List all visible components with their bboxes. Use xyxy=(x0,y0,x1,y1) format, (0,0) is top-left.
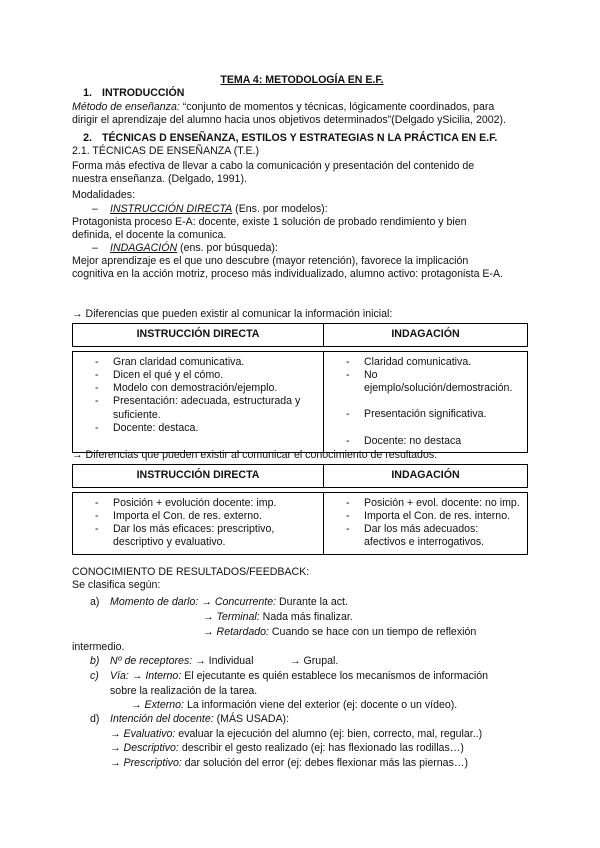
intencion-term: Intención del docente: xyxy=(110,713,214,725)
list-item: - Dar los más eficaces: prescriptivo, descriptivo y evaluativo. xyxy=(93,523,317,549)
interno-desc: El ejecutante es quién establece los mecanismos de información xyxy=(181,670,489,682)
retardado-continuation: intermedio. xyxy=(72,641,125,653)
feedback-intro: Se clasifica según: xyxy=(72,579,161,592)
feedback-section xyxy=(72,566,532,592)
section-1-heading xyxy=(72,87,532,100)
retardado-term: → Retardado: xyxy=(203,626,269,638)
feedback-item-d xyxy=(72,713,532,726)
list-item: - Importa el Con. de res. externo. xyxy=(93,510,317,523)
prescriptivo-desc: dar solución del error (ej: debes flexionar más las piernas…) xyxy=(181,757,468,769)
te-definition-line1: Forma más efectiva de llevar a cabo la comunicación y presentación del contenido de xyxy=(72,160,475,173)
receptores-term: Nº de receptores: xyxy=(110,655,193,667)
prescriptivo-term: → Prescriptivo: xyxy=(110,757,182,769)
feedback-item-a3 xyxy=(203,626,533,639)
via-term: Vía: xyxy=(110,670,129,682)
metodo-def-line1: “conjunto de momentos y técnicas, lógicamente coordinados, para xyxy=(179,101,495,113)
externo-desc: La información viene del exterior (ej: docente o un vídeo). xyxy=(184,699,458,711)
table-1-right-cell xyxy=(324,352,528,453)
interno-term: → Interno: xyxy=(128,670,182,682)
table-2-header-left: INSTRUCCIÓN DIRECTA xyxy=(73,465,324,488)
list-item: - Docente: destaca. xyxy=(93,422,317,435)
list-item: - Docente: no destaca xyxy=(344,435,521,448)
evaluativo-term: → Evaluativo: xyxy=(110,728,176,740)
indagacion-line2: cognitiva en la acción motriz, proceso más individualizado, alumno activo: protagonista E-A. xyxy=(72,268,504,281)
comparison-table-initial-info xyxy=(72,323,528,453)
concurrente-desc: Durante la act. xyxy=(276,596,348,608)
table-2-left-cell xyxy=(73,493,324,555)
item-c-label: c) xyxy=(90,670,99,682)
table-2-right-cell xyxy=(324,493,528,555)
modalidad-instruccion-directa xyxy=(72,203,532,216)
feedback-item-b xyxy=(72,655,532,668)
list-item: - No ejemplo/solución/demostración. xyxy=(344,369,521,395)
descriptivo-term: → Descriptivo: xyxy=(110,742,179,754)
metodo-term: Método de enseñanza: xyxy=(72,101,180,113)
interno-continuation: sobre la realización de la tarea. xyxy=(110,685,258,697)
section-1-paragraph xyxy=(72,101,532,127)
dash-bullet: – xyxy=(92,241,98,254)
list-item: - Dicen el qué y el cómo. xyxy=(93,369,317,382)
section-2-heading xyxy=(72,132,542,145)
evaluativo-desc: evaluar la ejecución del alumno (ej: bien, correcto, mal, regular..) xyxy=(175,728,483,740)
item-d-label: d) xyxy=(90,713,100,725)
retardado-desc: Cuando se hace con un tiempo de reflexión xyxy=(268,626,477,638)
list-item: - Presentación significativa. xyxy=(344,408,521,421)
section-1-title: INTRODUCCIÓN xyxy=(102,87,185,99)
individual-option: → Individual xyxy=(192,655,254,667)
feedback-title: CONOCIMIENTO DE RESULTADOS/FEEDBACK: xyxy=(72,566,310,578)
terminal-desc: Nada más finalizar. xyxy=(259,611,353,623)
arrow: → xyxy=(198,596,215,608)
grupal-option: → Grupal. xyxy=(290,655,339,667)
table-1-left-cell xyxy=(73,352,324,453)
concurrente-term: Concurrente: xyxy=(214,596,277,608)
list-item: - Claridad comunicativa. xyxy=(344,356,521,369)
table-1-caption: → Diferencias que pueden existir al comunicar la información inicial: xyxy=(72,308,393,320)
modalidades-label: Modalidades: xyxy=(72,189,136,202)
list-item: - Presentación: adecuada, estructurada y suficiente. xyxy=(93,395,317,421)
table-2-caption: → Diferencias que pueden existir al comunicar el conocimiento de resultados: xyxy=(72,449,438,461)
item-b-label: b) xyxy=(90,655,100,667)
section-1-number: 1. xyxy=(83,87,92,99)
intencion-desc: (MÁS USADA): xyxy=(213,713,290,725)
instruccion-directa-desc: (Ens. por modelos): xyxy=(232,202,328,215)
section-2-title: TÉCNICAS D ENSEÑANZA, ESTILOS Y ESTRATEGIAS N LA PRÁCTICA EN E.F. xyxy=(102,132,498,144)
feedback-item-d3 xyxy=(110,757,540,770)
terminal-term: → Terminal: xyxy=(203,611,260,623)
section-2-number: 2. xyxy=(83,132,92,144)
list-item: - Gran claridad comunicativa. xyxy=(93,356,317,369)
list-item: - Modelo con demostración/ejemplo. xyxy=(93,382,317,395)
item-a-label: a) xyxy=(90,596,100,608)
table-1-header-right: INDAGACIÓN xyxy=(324,324,528,347)
feedback-item-c2 xyxy=(131,699,531,712)
feedback-item-d2 xyxy=(110,742,540,755)
instruccion-line2: definida, el docente la comunica. xyxy=(72,228,227,241)
comparison-table-results xyxy=(72,464,528,555)
list-item: - Dar los más adecuados: afectivos e interrogativos. xyxy=(344,523,521,549)
modalidad-indagacion xyxy=(72,242,532,255)
instruccion-line1: Protagonista proceso E-A: docente, existe 1 solución de probado rendimiento y bien xyxy=(72,215,467,228)
subsection-2-1-title: 2.1. TÉCNICAS DE ENSEÑANZA (T.E.) xyxy=(72,145,260,157)
indagacion-line1: Mejor aprendizaje es el que uno descubre (mayor retención), favorece la implicación xyxy=(72,255,469,267)
document-title: TEMA 4: METODOLOGÍA EN E.F. xyxy=(220,74,384,86)
feedback-item-a xyxy=(72,596,532,609)
metodo-def-line2: dirigir el aprendizaje del alumno hacia unos objetivos determinados”(Delgado ySicilia, 2002). xyxy=(72,114,506,127)
indagacion-desc: (ens. por búsqueda): xyxy=(177,241,278,254)
momento-term: Momento de darlo: xyxy=(110,596,199,608)
feedback-item-a2 xyxy=(203,611,533,624)
descriptivo-desc: describir el gesto realizado (ej: has flexionado las rodillas…) xyxy=(178,742,464,754)
instruccion-directa-term: INSTRUCCIÓN DIRECTA xyxy=(110,202,233,215)
list-item: - Posición + evolución docente: imp. xyxy=(93,497,317,510)
te-definition-line2: nuestra enseñanza. (Delgado, 1991). xyxy=(72,173,247,186)
feedback-item-d1 xyxy=(110,728,540,741)
table-1-header-left: INSTRUCCIÓN DIRECTA xyxy=(73,324,324,347)
externo-term: → Externo: xyxy=(131,699,184,711)
indagacion-term: INDAGACIÓN xyxy=(110,241,178,254)
section-2-body xyxy=(72,145,532,281)
list-item: - Importa el Con. de res. interno. xyxy=(344,510,521,523)
feedback-item-c xyxy=(72,670,532,683)
table-2-header-right: INDAGACIÓN xyxy=(324,465,528,488)
dash-bullet: – xyxy=(92,202,98,215)
list-item: - Posición + evol. docente: no imp. xyxy=(344,497,521,510)
